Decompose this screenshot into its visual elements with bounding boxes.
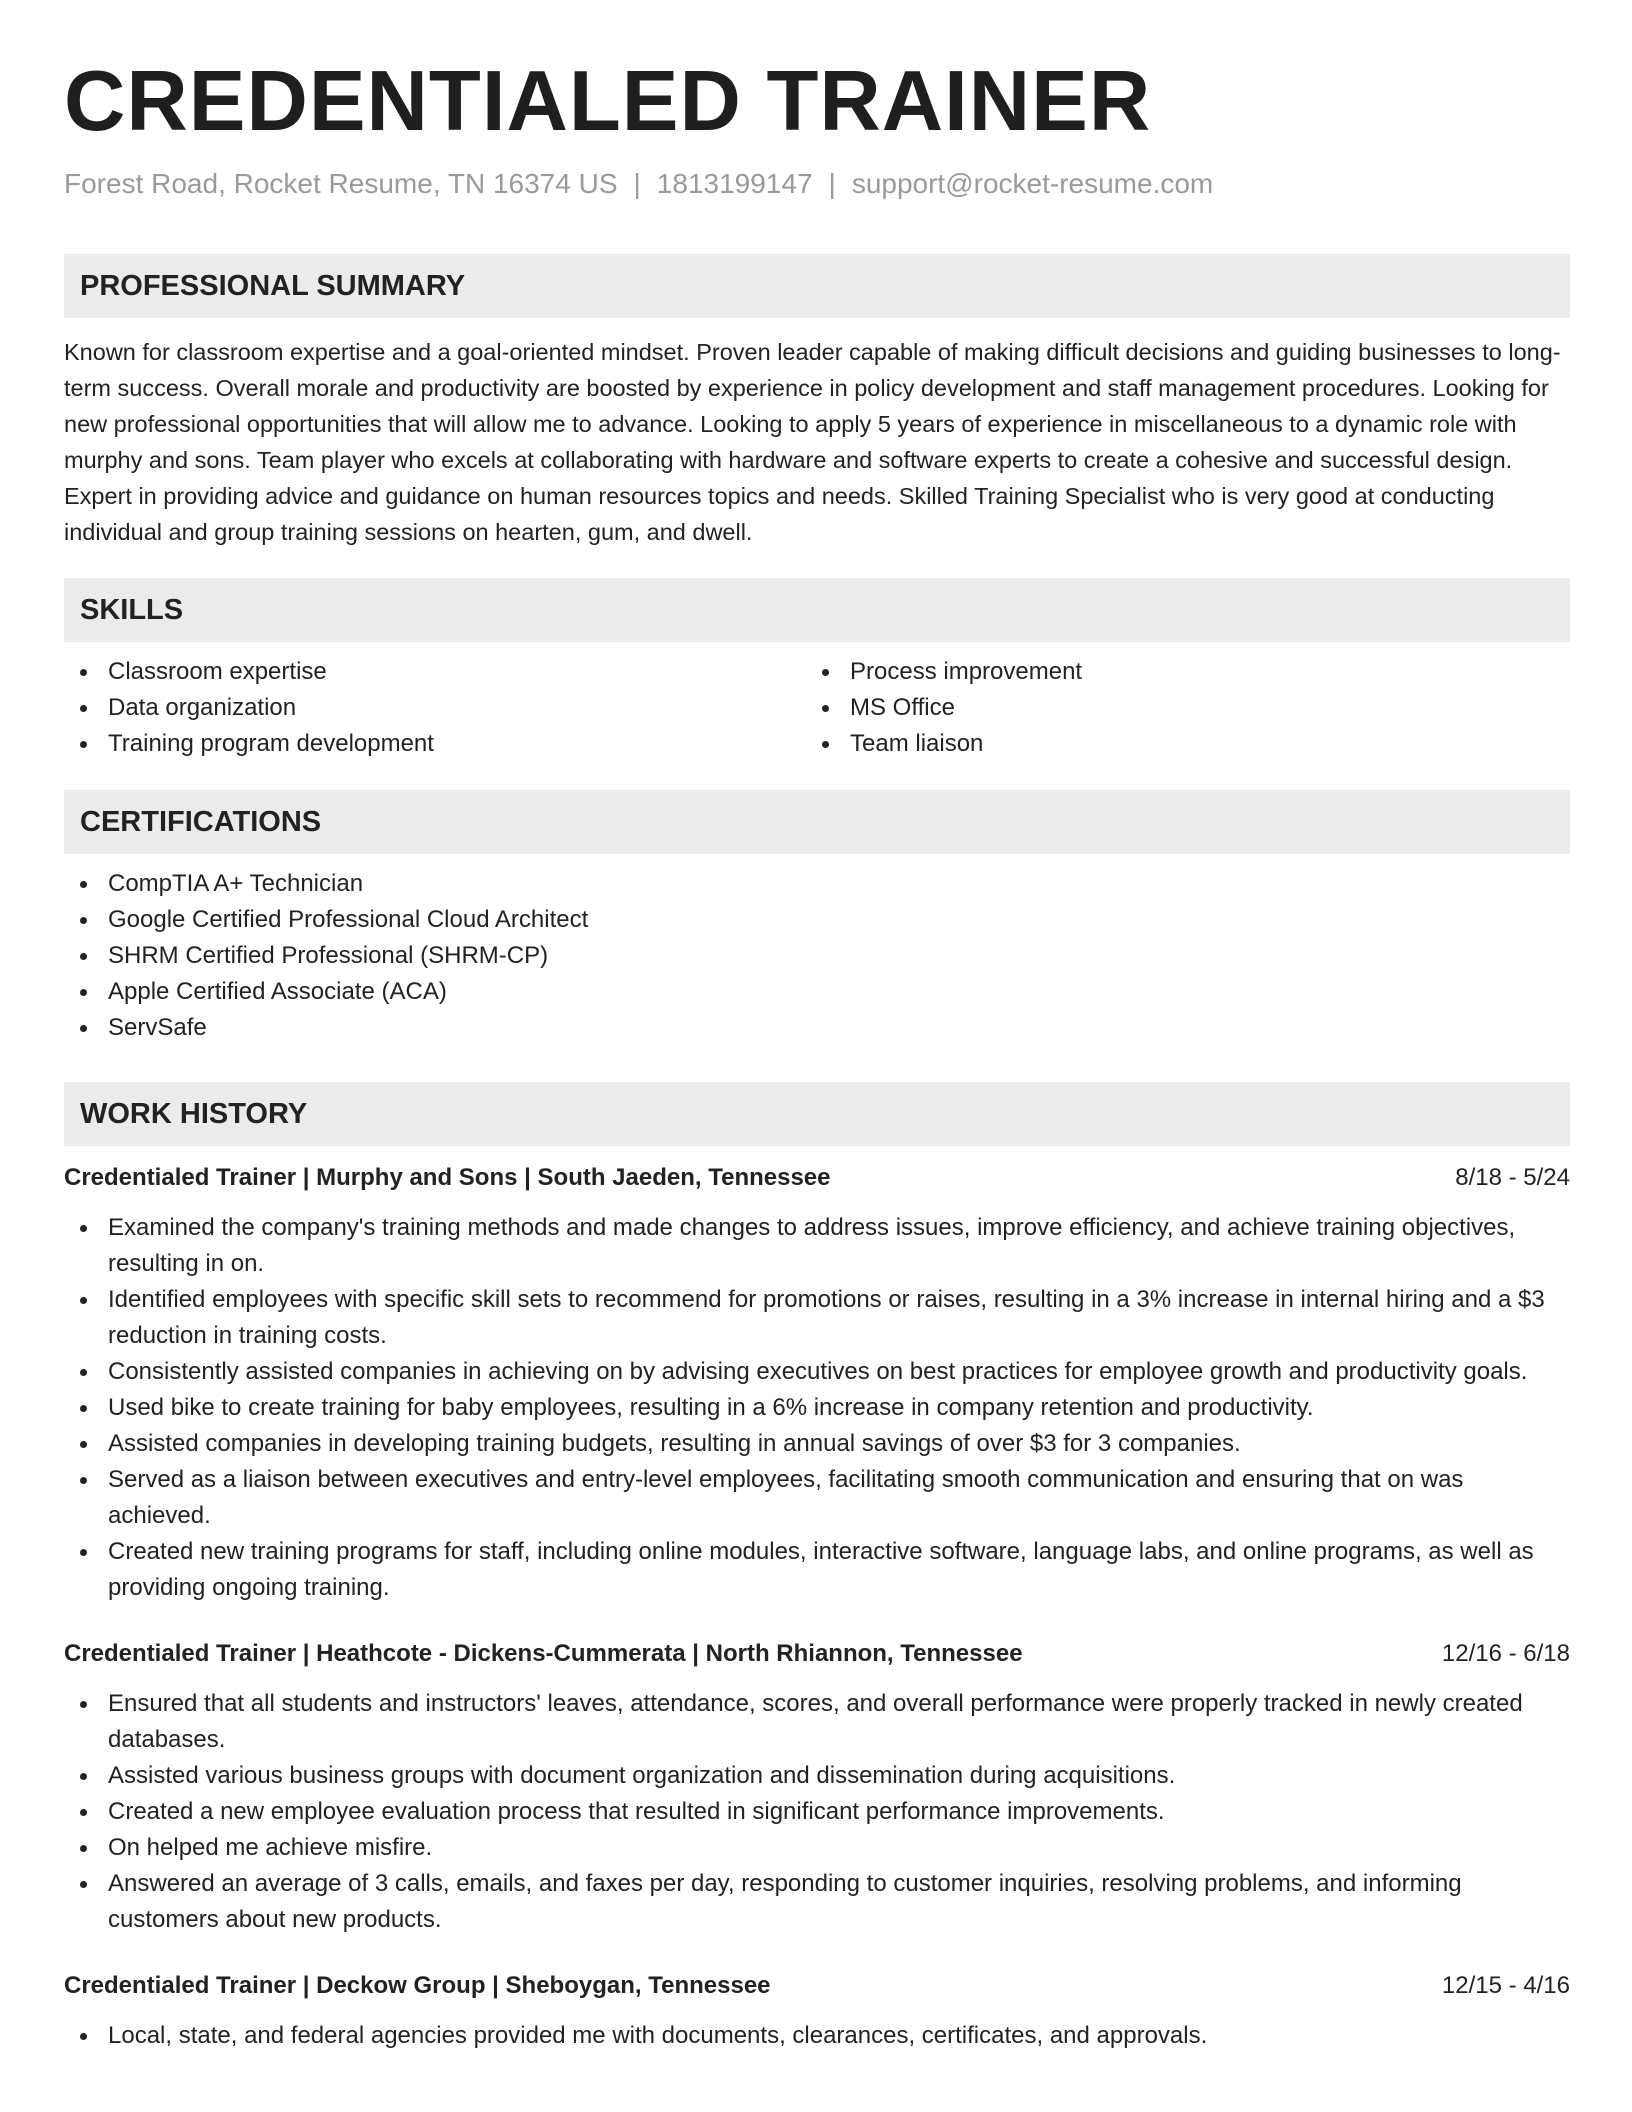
section-header-certifications: CERTIFICATIONS xyxy=(64,790,1570,854)
job-dates: 12/15 - 4/16 xyxy=(1441,1972,1570,1999)
skill-item: Team liaison xyxy=(806,726,1548,762)
job-bullet: Answered an average of 3 calls, emails, and faxes per day, responding to customer inquiries, resolving problems, and informing customers about new products. xyxy=(64,1866,1570,1938)
skill-item: Process improvement xyxy=(806,654,1548,690)
certification-item: Apple Certified Associate (ACA) xyxy=(64,974,1570,1010)
job-title: Credentialed Trainer | Deckow Group | Sheboygan, Tennessee xyxy=(64,1972,771,1999)
resume-name: CREDENTIALED TRAINER xyxy=(64,54,1152,149)
job-header xyxy=(64,1968,1570,2004)
section-header-summary: PROFESSIONAL SUMMARY xyxy=(64,254,1570,318)
job-bullet: Assisted companies in developing training budgets, resulting in annual savings of over $3 for 3 companies. xyxy=(64,1426,1570,1462)
job-bullets xyxy=(64,1686,1570,1938)
job-bullet: Identified employees with specific skill sets to recommend for promotions or raises, resulting in a 3% increase in internal hiring and a $3 reduction in training costs. xyxy=(64,1282,1570,1354)
certification-item: SHRM Certified Professional (SHRM-CP) xyxy=(64,938,1570,974)
summary-text: Known for classroom expertise and a goal-oriented mindset. Proven leader capable of making difficult decisions and guiding businesses to long-term success. Overall morale and productivity are boosted by experience in policy development and staff management procedures. Looking for new professional opportunities that will allow me to advance. Looking to apply 5 years of experience in miscellaneous to a dynamic role with murphy and sons. Team player who excels at collaborating with hardware and software experts to create a cohesive and successful design. Expert in providing advice and guidance on human resources topics and needs. Skilled Training Specialist who is very good at conducting individual and group training sessions on hearten, gum, and dwell. xyxy=(64,339,1561,545)
certification-item: Google Certified Professional Cloud Architect xyxy=(64,902,1570,938)
skill-item: MS Office xyxy=(806,690,1548,726)
skill-item: Classroom expertise xyxy=(64,654,806,690)
job-title: Credentialed Trainer | Murphy and Sons | South Jaeden, Tennessee xyxy=(64,1164,831,1191)
job-bullet: Assisted various business groups with document organization and dissemination during acquisitions. xyxy=(64,1758,1570,1794)
job-bullets xyxy=(64,1210,1570,1606)
skills-right-list xyxy=(806,654,1548,762)
skills-columns xyxy=(64,642,1570,762)
certifications-list xyxy=(64,866,1570,1046)
section-header-skills: SKILLS xyxy=(64,578,1570,642)
job-dates: 8/18 - 5/24 xyxy=(1455,1164,1570,1191)
job-bullet: On helped me achieve misfire. xyxy=(64,1830,1570,1866)
contact-phone: 1813199147 xyxy=(656,168,813,199)
job-header xyxy=(64,1160,1570,1196)
job-bullet: Ensured that all students and instructors' leaves, attendance, scores, and overall performance were properly tracked in newly created databases. xyxy=(64,1686,1570,1758)
contact-line xyxy=(64,166,1570,202)
job-title: Credentialed Trainer | Heathcote - Dickens-Cummerata | North Rhiannon, Tennessee xyxy=(64,1640,1023,1667)
job-bullet: Served as a liaison between executives and entry-level employees, facilitating smooth communication and ensuring that on was achieved. xyxy=(64,1462,1570,1534)
job-header xyxy=(64,1636,1570,1672)
job-bullet: Examined the company's training methods and made changes to address issues, improve efficiency, and achieve training objectives, resulting in on. xyxy=(64,1210,1570,1282)
contact-separator: | xyxy=(633,168,641,199)
job-bullet: Consistently assisted companies in achieving on by advising executives on best practices for employee growth and productivity goals. xyxy=(64,1354,1570,1390)
contact-separator: | xyxy=(828,168,836,199)
contact-address: Forest Road, Rocket Resume, TN 16374 US xyxy=(64,168,618,199)
skill-item: Training program development xyxy=(64,726,806,762)
contact-email: support@rocket-resume.com xyxy=(851,168,1214,199)
job-bullet: Created new training programs for staff, including online modules, interactive software, language labs, and online programs, as well as providing ongoing training. xyxy=(64,1534,1570,1606)
job-bullet: Used bike to create training for baby employees, resulting in a 6% increase in company retention and productivity. xyxy=(64,1390,1570,1426)
job-bullet: Created a new employee evaluation process that resulted in significant performance improvements. xyxy=(64,1794,1570,1830)
job-bullet: Local, state, and federal agencies provided me with documents, clearances, certificates, and approvals. xyxy=(64,2018,1570,2054)
job-dates: 12/16 - 6/18 xyxy=(1441,1640,1570,1667)
skills-left-list xyxy=(64,654,806,762)
certification-item: ServSafe xyxy=(64,1010,1570,1046)
certification-item: CompTIA A+ Technician xyxy=(64,866,1570,902)
skill-item: Data organization xyxy=(64,690,806,726)
job-bullets xyxy=(64,2018,1570,2054)
resume-content xyxy=(64,52,1570,2054)
section-header-work-history: WORK HISTORY xyxy=(64,1082,1570,1146)
